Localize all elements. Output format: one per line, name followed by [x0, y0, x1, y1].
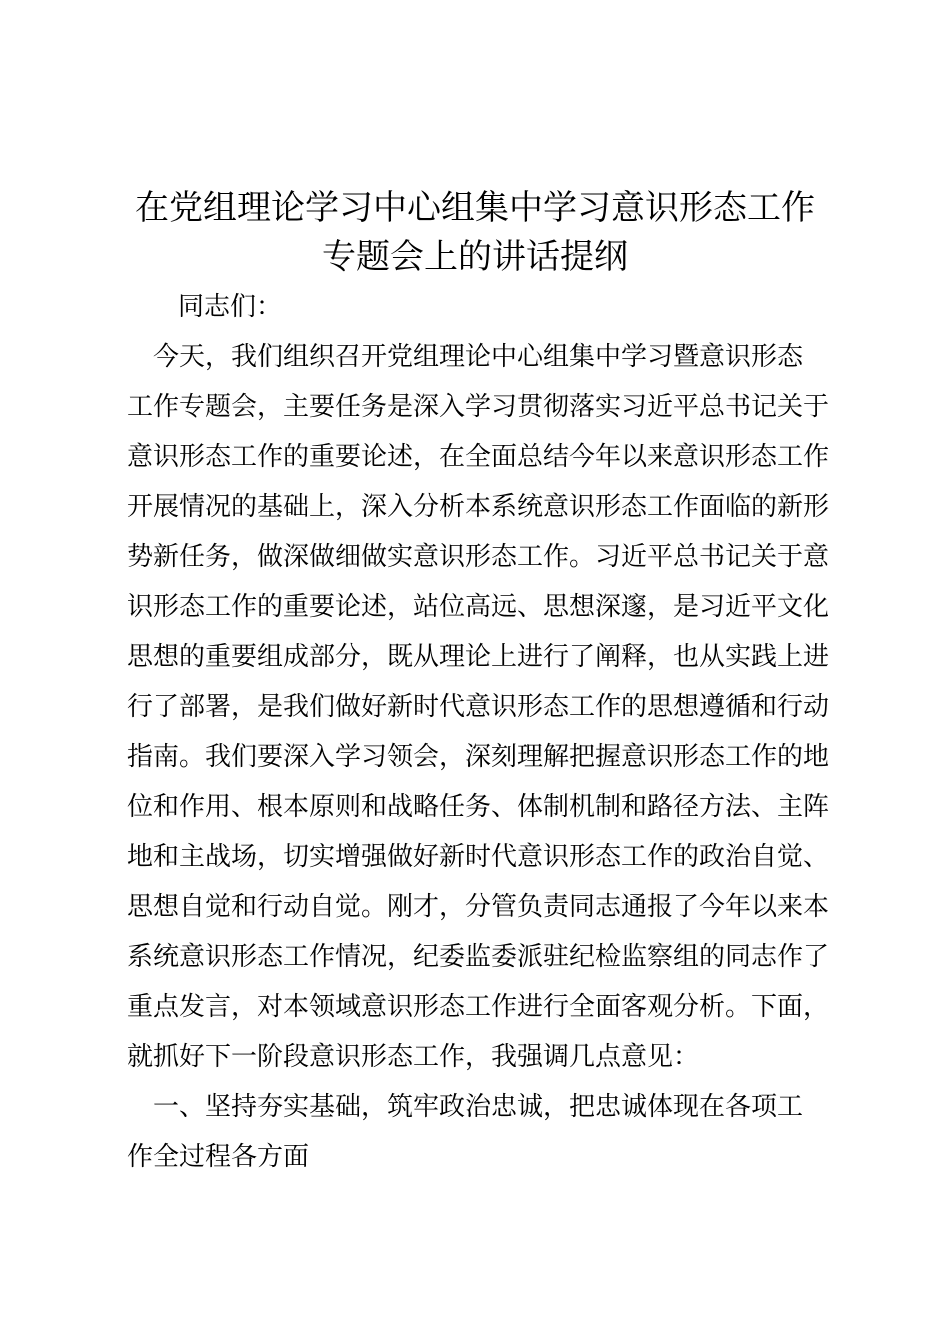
body-line: 行了部署，是我们做好新时代意识形态工作的思想遵循和行动 [127, 692, 830, 722]
body-line: 思想的重要组成部分，既从理论上进行了阐释，也从实践上进 [127, 642, 830, 672]
body-line: 开展情况的基础上，深入分析本系统意识形态工作面临的新形 [127, 492, 830, 522]
body-line: 系统意识形态工作情况，纪委监委派驻纪检监察组的同志作了 [127, 942, 830, 972]
body-line: 势新任务，做深做细做实意识形态工作。习近平总书记关于意 [127, 542, 830, 572]
document-title-line-2: 专题会上的讲话提纲 [322, 237, 628, 277]
body-line: 意识形态工作的重要论述，在全面总结今年以来意识形态工作 [127, 442, 830, 472]
document-title-line-1: 在党组理论学习中心组集中学习意识形态工作 [135, 188, 815, 228]
body-line: 位和作用、根本原则和战略任务、体制机制和路径方法、主阵 [127, 792, 830, 822]
section-heading-1 [127, 1082, 833, 1182]
heading-line: 一、坚持夯实基础，筑牢政治忠诚，把忠诚体现在各项工 [127, 1092, 804, 1122]
body-line: 重点发言，对本领域意识形态工作进行全面客观分析。下面， [127, 992, 830, 1022]
body-line: 地和主战场，切实增强做好新时代意识形态工作的政治自觉、 [127, 842, 830, 872]
body-line: 工作专题会，主要任务是深入学习贯彻落实习近平总书记关于 [127, 392, 830, 422]
body-line: 思想自觉和行动自觉。刚才，分管负责同志通报了今年以来本 [127, 892, 830, 922]
body-line: 今天，我们组织召开党组理论中心组集中学习暨意识形态 [127, 342, 804, 372]
salutation: 同志们： [178, 292, 283, 322]
body-line: 指南。我们要深入学习领会，深刻理解把握意识形态工作的地 [127, 742, 830, 772]
heading-line: 作全过程各方面 [127, 1142, 310, 1172]
body-paragraph [127, 332, 833, 1082]
body-line: 就抓好下一阶段意识形态工作，我强调几点意见： [127, 1042, 700, 1072]
body-line: 识形态工作的重要论述，站位高远、思想深邃，是习近平文化 [127, 592, 830, 622]
